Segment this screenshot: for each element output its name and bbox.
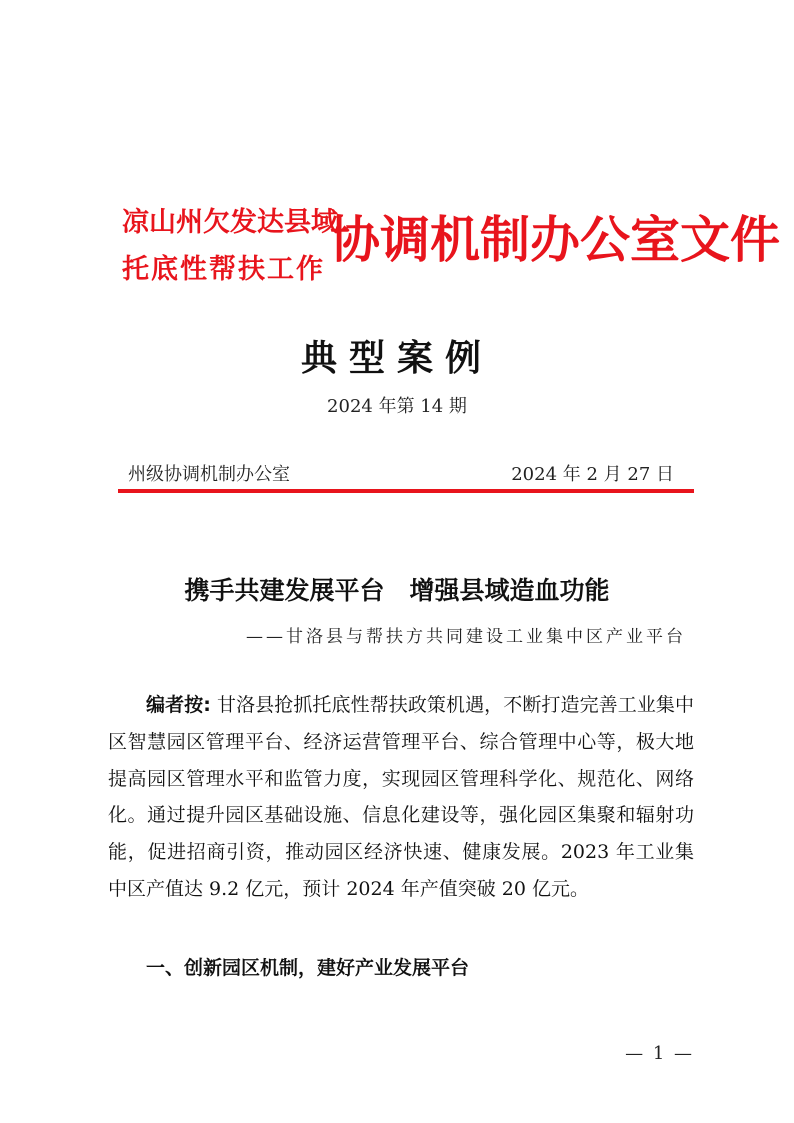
editor-note-text: 甘洛县抢抓托底性帮扶政策机遇，不断打造完善工业集中区智慧园区管理平台、经济运营管理平台、综合管理中心等，极大地提高园区管理水平和监管力度，实现园区管理科学化、规范化、网络化。通过提升园区基础设施、信息化建设等，强化园区集聚和辐射功能，促进招商引资，推动园区经济快速、健康发展。2023 年工业集中区产值达 9.2 亿元，预计 2024 年产值突破 20 亿元。 bbox=[108, 694, 694, 900]
issue-date: 2024 年 2 月 27 日 bbox=[511, 464, 674, 485]
editor-note-label: 编者按: bbox=[146, 694, 211, 716]
section-heading: 一、创新园区机制，建好产业发展平台 bbox=[146, 957, 470, 979]
page-number: — 1 — bbox=[625, 1043, 694, 1064]
issuer-name-line-2: 托底性帮扶工作 bbox=[122, 254, 325, 285]
article-subtitle: ——甘洛县与帮扶方共同建设工业集中区产业平台 bbox=[246, 627, 686, 647]
issue-number: 2024 年第 14 期 bbox=[327, 396, 467, 417]
red-divider-rule bbox=[118, 489, 694, 493]
document-header-title: 协调机制办公室文件 bbox=[330, 211, 780, 269]
issuing-office: 州级协调机制办公室 bbox=[128, 464, 290, 485]
editor-note-paragraph bbox=[108, 687, 694, 908]
document-type-title: 典型案例 bbox=[300, 338, 493, 379]
issuer-name-line-1: 凉山州欠发达县域 bbox=[122, 207, 338, 238]
article-title: 携手共建发展平台 增强县域造血功能 bbox=[184, 576, 610, 605]
